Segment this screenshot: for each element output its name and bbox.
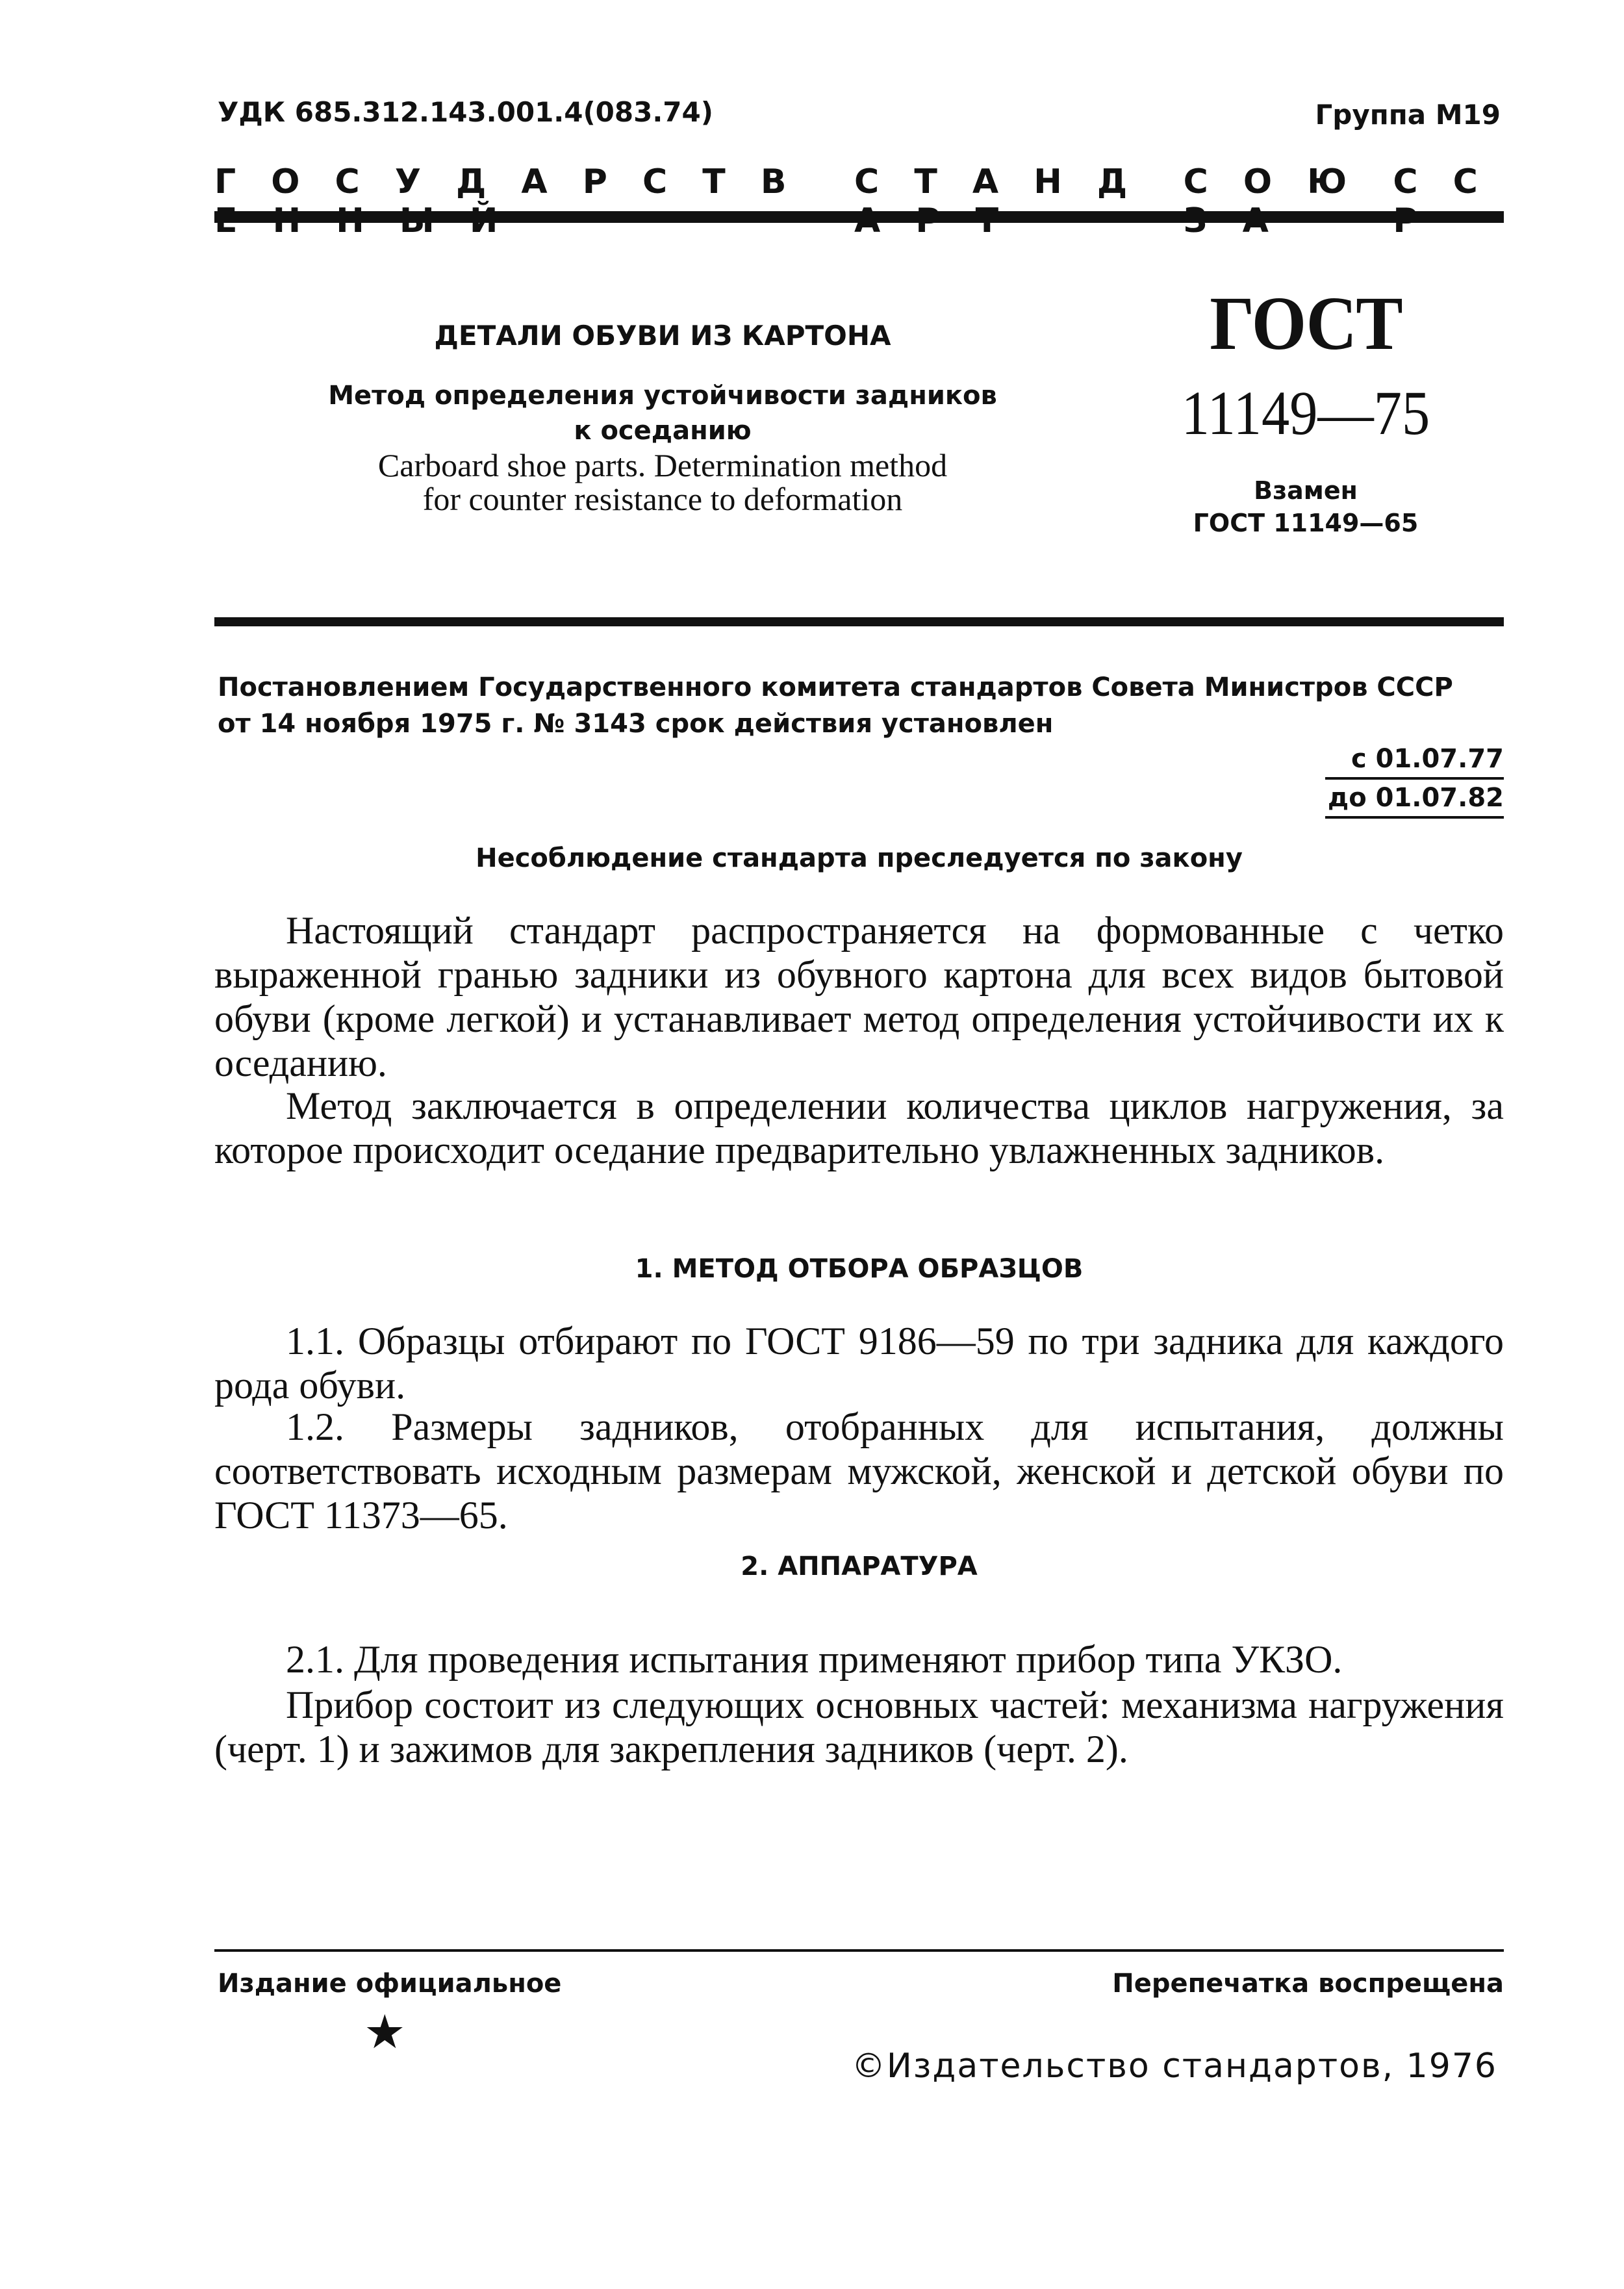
banner-word: С Т А Н Д	[854, 162, 1139, 201]
resolution-line: Постановлением Государственного комитета стандартов Совета Министров СССР	[218, 672, 1453, 702]
replaces-number: ГОСТ 11149—65	[1193, 509, 1419, 537]
validity-period	[1325, 741, 1504, 819]
subtitle-line: к оседанию	[574, 416, 752, 446]
document-subtitle	[305, 378, 1020, 448]
english-title-line: for counter resistance to deformation	[422, 481, 903, 517]
top-rule	[214, 211, 1504, 223]
clause-2-1: 2.1. Для проведения испытания применяют прибор типа УКЗО.	[286, 1638, 1343, 1681]
clause-1-2: 1.2. Размеры задников, отобранных для испытания, должны соответствовать исходным размерам мужской, женской и детской обуви по ГОСТ 11373—65.	[214, 1405, 1504, 1537]
banner-word: С О Ю	[1183, 162, 1359, 201]
replaces-label: Взамен	[1254, 476, 1358, 505]
section-heading-sampling: 1. МЕТОД ОТБОРА ОБРАЗЦОВ	[635, 1254, 1084, 1284]
reprint-notice: Перепечатка воспрещена	[1112, 1969, 1504, 1999]
banner-word: С С	[1393, 162, 1490, 201]
banner-word: Г О С У Д А Р С Т В	[214, 162, 798, 201]
gost-number: 11149—75	[1181, 378, 1430, 448]
document-title: ДЕТАЛИ ОБУВИ ИЗ КАРТОНА	[434, 320, 891, 352]
section-heading-apparatus: 2. АППАРАТУРА	[741, 1552, 978, 1581]
clause-2-1-device: Прибор состоит из следующих основных частей: механизма нагружения (черт. 1) и зажимов для закрепления задников (черт. 2).	[214, 1683, 1504, 1771]
english-title	[292, 448, 1033, 516]
udk-code: УДК 685.312.143.001.4(083.74)	[218, 96, 713, 128]
valid-from: с 01.07.77	[1325, 741, 1504, 780]
official-edition: Издание официальное	[218, 1969, 562, 1999]
copyright-notice: ©Издательство стандартов, 1976	[851, 2047, 1497, 2086]
bottom-rule	[214, 1949, 1504, 1952]
resolution-line: от 14 ноября 1975 г. № 3143 срок действия установлен	[218, 709, 1054, 739]
clause-1-1: 1.1. Образцы отбирают по ГОСТ 9186—59 по три задника для каждого рода обуви.	[214, 1320, 1504, 1407]
group-code: Группа М19	[1315, 99, 1501, 131]
state-standard-banner	[214, 162, 1504, 240]
paragraph-method: Метод заключается в определении количества циклов нагружения, за которое происходит оседание предварительно увлажненных задников.	[214, 1084, 1504, 1171]
subtitle-line: Метод определения устойчивости задников	[328, 381, 997, 411]
gost-label: ГОСТ	[1210, 281, 1402, 366]
english-title-line: Carboard shoe parts. Determination method	[377, 447, 948, 483]
middle-rule	[214, 617, 1504, 626]
valid-to: до 01.07.82	[1325, 780, 1504, 819]
star-icon: ★	[364, 2004, 406, 2059]
resolution-text	[218, 669, 1504, 742]
paragraph-scope: Настоящий стандарт распространяется на формованные с четко выраженной гранью задники из обувного картона для всех видов бытовой обуви (кроме легкой) и устанавливает метод определения устойчивости их к оседанию.	[214, 909, 1504, 1084]
law-notice: Несоблюдение стандарта преследуется по закону	[476, 843, 1243, 873]
